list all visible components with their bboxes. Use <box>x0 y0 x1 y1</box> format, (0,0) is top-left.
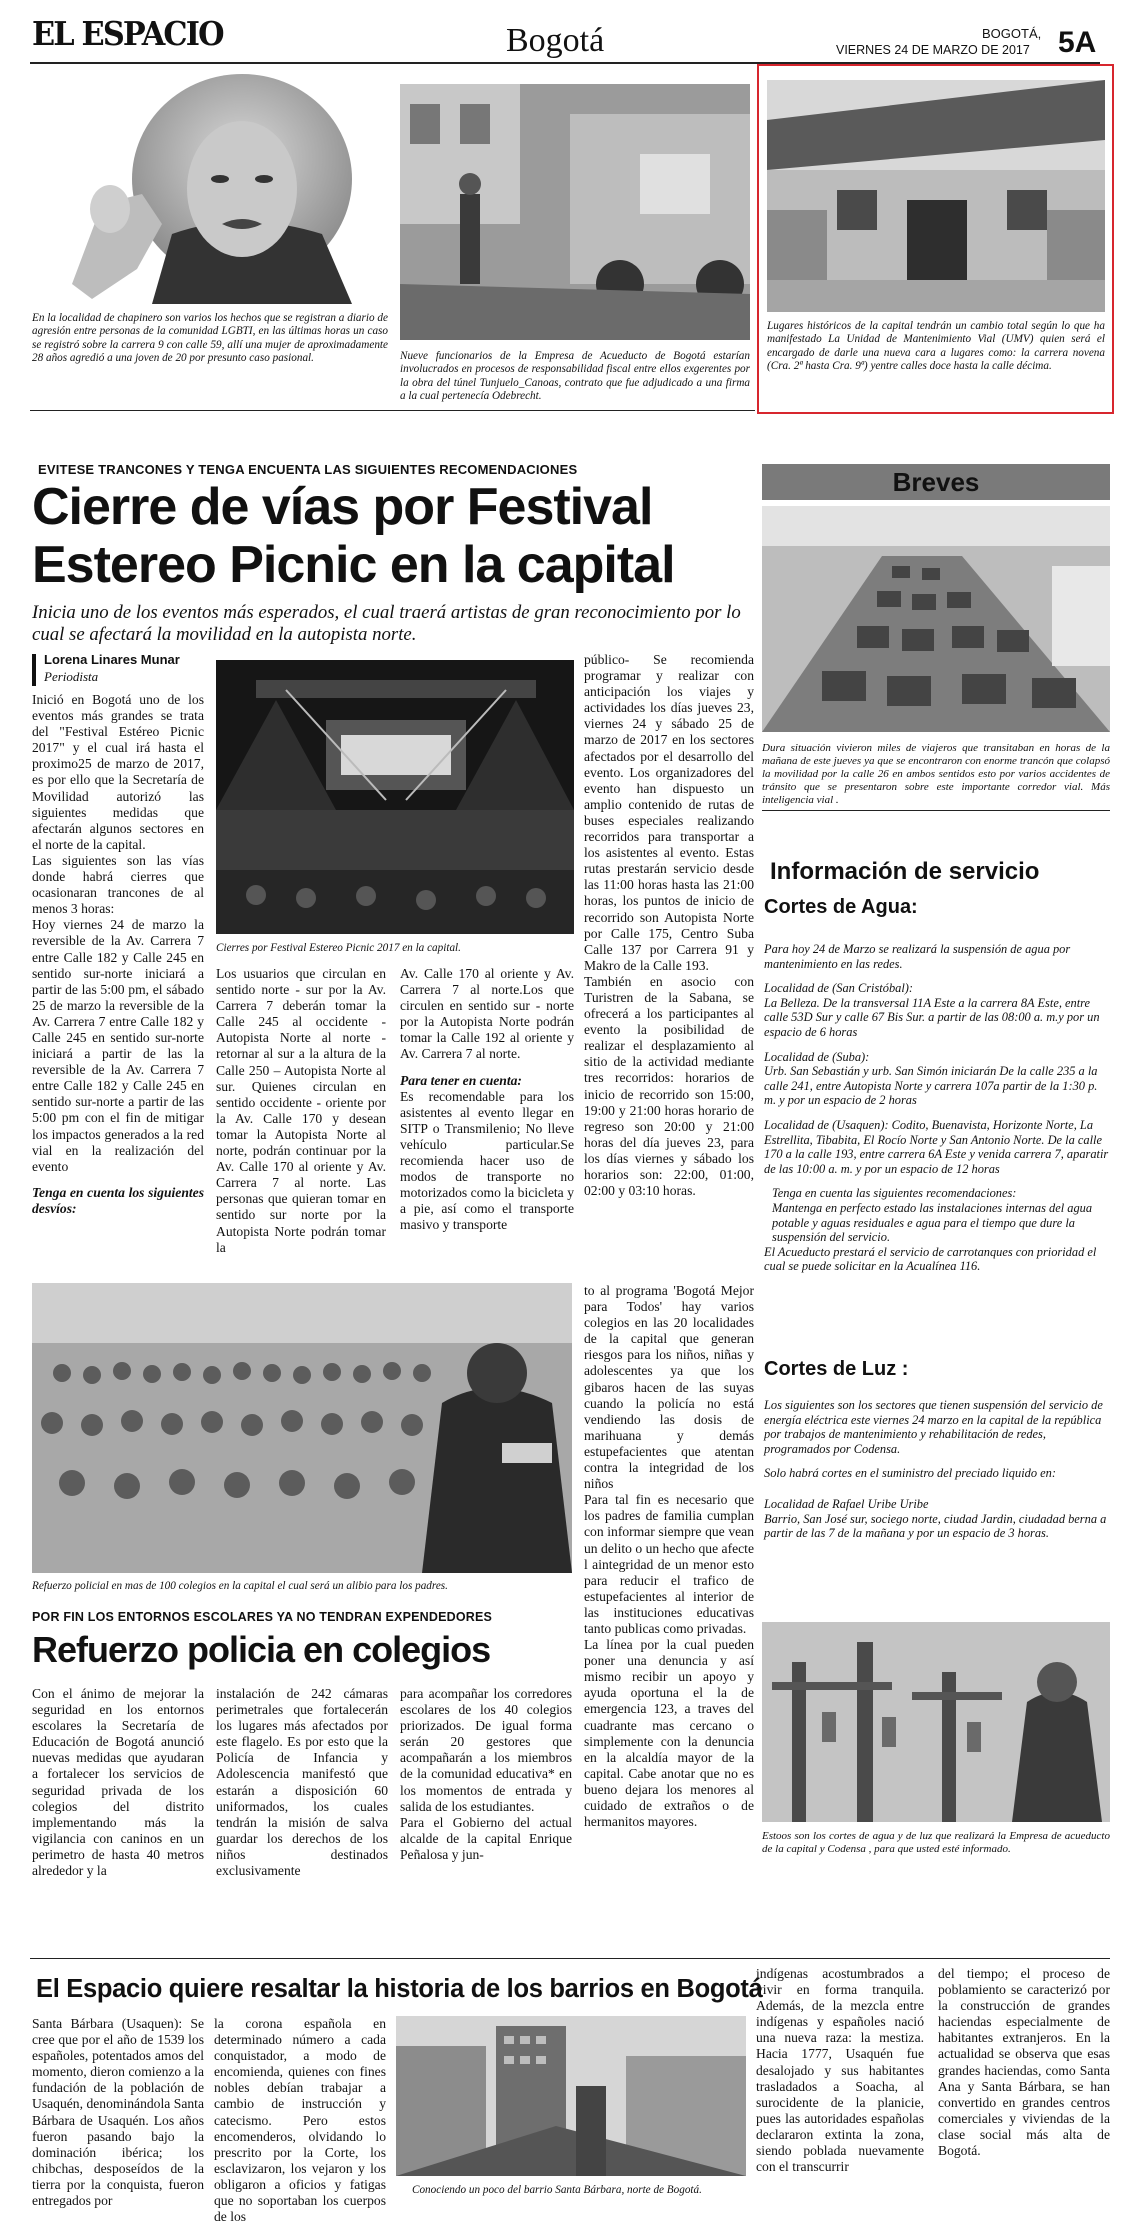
photo-angry-woman <box>32 84 388 304</box>
history-column-1 <box>32 2016 204 2212</box>
caption-acueducto: Nueve funcionarios de la Empresa de Acueducto de Bogotá estarían involucrados en procesos de responsabilidad fiscal entre ellos exgerentes por la obra del túnel Tunjuelo_Canoas, contrato que fue adjudicado a una firma a la cual pertenecía Odebrecht. <box>400 350 750 403</box>
school-headline: Refuerzo policia en colegios <box>32 1629 491 1670</box>
agua-recomendacion-2: El Acueducto prestará el servicio de carrotanques con prioridad el cual se puede solicitar en la Acualínea 116. <box>764 1244 1097 1274</box>
main-headline-line1: Cierre de vías por Festival <box>32 478 653 536</box>
main-column-3 <box>400 966 574 1272</box>
school-col3-p2: Para el Gobierno del actual alcalde de la capital Enrique Peñalosa y jun- <box>400 1814 572 1862</box>
photo-historic-building <box>767 80 1105 312</box>
history-column-4 <box>938 1966 1110 2212</box>
history-column-2 <box>214 2016 386 2225</box>
photo-traffic-jam <box>762 506 1110 732</box>
school-col4-p3: La línea por la cual pueden poner una denuncia y así mismo recibir un apoyo y ayuda oportuna el la de emergencia 123, a traves del cuadrante mas cercano o simplemente con la denuncia en la alcaldía mayor de la capital. Cabe anotar que no es bueno dejara los menores al cuidado de extraños o de hermanitos mayores. <box>584 1637 754 1830</box>
school-col4-p2: Para tal fin es necesario que los padres de familia cumplan con informar siempre que vean un delito o un hecho que afecte l aintegridad de un menor esto para reducir el trafico de estupefacientes al interior de las instituciones educativas tanto publicas como privadas. <box>584 1492 754 1636</box>
section-title: Bogotá <box>506 22 605 59</box>
caption-festival: Cierres por Festival Estereo Picnic 2017 en la capital. <box>216 942 461 954</box>
agua-block <box>764 942 1110 1284</box>
agua-san-cristobal: Localidad de (San Cristóbal): <box>764 981 914 996</box>
caption-traffic: Dura situación vivieron miles de viajeros que transitaban en horas de la mañana de este jueves ya que se encontraron con enorme trancón que colapsó la movilidad por la calle 26 en ambos sentidos esto por varios accidentes de tránsito que se presentaron sobre este importante corredor vial. Más inteligencia vial . <box>762 742 1110 806</box>
main-col1-p3: Hoy viernes 24 de marzo la reversible de la Av. Carrera 7 entre Calle 182 y Calle 245 en sentido sur-norte iniciará a partir de las 5:00 pm, el sábado 25 de marzo la reversible de la Av. Carrera 7 entre Calle 182 y Calle 245 en sentido sur-norte iniciará a partir de las la reversible de la Av. Carrera 7 entre Calle 182 y Calle 245 en sentido sur-norte a partir de las 5:00 pm con el fin de mitigar los impactos generados a la red vial en la realización del evento <box>32 917 204 1174</box>
school-kicker: POR FIN LOS ENTORNOS ESCOLARES YA NO TENDRAN EXPENDEDORES <box>32 1610 493 1624</box>
history-column-3 <box>756 1966 924 2212</box>
main-headline-line2: Estereo Picnic en la capital <box>32 536 675 594</box>
caption-santa-barbara: Conociendo un poco del barrio Santa Bárbara, norte de Bogotá. <box>412 2184 702 2196</box>
main-col4-p2: También en asocio con Turistren de la Sabana, se ofrecerá a los participantes al evento la posibilidad de realizar el desplazamiento al sitio de la actividad mediante tres recorridos: horarios de inicio de recorrido son 15:00, 19:00 y 21:00 horas horario de regreso son 20:00 y 21:00 horas del día jueves 23, para los días viernes y sábado los horarios son: 22:00, 01:00, 02:00 y 03:10 horas. <box>584 973 754 1199</box>
main-col1-p2: Las siguientes son las vías donde habrá cierres que ocasionaran trancones de al menos 3 horas: <box>32 852 204 917</box>
school-column-2 <box>216 1686 388 1946</box>
school-col3-p1: para acompañar los corredores escolares de los 40 colegios priorizados. De igual forma serán 20 gestores que acompañarán a los miembros de la comunidad educativa* en los momentos de entrada y salida de los estudiantes. <box>400 1686 572 1814</box>
main-col2-p1: Los usuarios que circulan en sentido norte - sur por la Av. Carrera 7 deberán tomar la Calle 245 al occidente - Autopista Norte al norte - retornar al sur a la altura de la Calle 250 – Autopista Norte al sur. Quienes circulan en sentido occidente - oriente por la Av. Calle 170 y desean tomar la Autopista Norte al norte, podrán continuar por la Av. Calle 170 al oriente y Av. Carrera 7 al norte. Las personas que quieran tomar en sentido sur norte por la Autopista Norte podrán tomar la <box>216 966 386 1255</box>
caption-umv: Lugares históricos de la capital tendrán un cambio total según lo que ha manifestado La Unidad de Mantenimiento Vial (UMV) quien será el encargado de darle una nueva cara a lugares como: la carrera novena (Cra. 2ª hasta Cra. 9ª) yentre calles doce hasta la calle décima. <box>767 320 1105 373</box>
school-column-3 <box>400 1686 572 1946</box>
masthead-date: VIERNES 24 DE MARZO DE 2017 <box>836 43 1030 57</box>
history-col1-p1: Santa Bárbara (Usaquen): Se cree que por el año de 1539 los españoles, potentados amos del momento, dieron comienzo a la fundación de la población de Usaquén, denominándola Santa Bárbara de Usaquén. Los años fueron pasando bajo la dominación ibérica; los chibchas, desposeídos de la tierra por la conquista, fueron entregados por <box>32 2016 204 2209</box>
history-headline: El Espacio quiere resaltar la historia de los barrios en Bogotá <box>36 1975 763 2003</box>
luz-title: Cortes de Luz : <box>764 1358 909 1380</box>
main-col4-p1: público- Se recomienda programar y realizar con anticipación los viajes y actividades los días jueves 23, viernes 24 y sábado 25 de marzo de 2017 en los sectores afectados por el desarrollo del evento. Los organizadores del evento han dispuesto un amplio contenido de rutas de buses especiales realizando recorridos para transportar a los asistentes al evento. Estas rutas prestarán servicio desde las 11:00 horas hasta las 21:00 horas, los puntos de inicio de recorrido son Autopista Norte por Calle 175, Centro Suba Calle 137 por Carrera 91 y Makro de la Calle 193. <box>584 652 754 973</box>
byline-author: Lorena Linares Munar <box>44 652 180 667</box>
masthead-city: BOGOTÁ, <box>982 26 1042 41</box>
servicio-title: Información de servicio <box>770 858 1040 885</box>
caption-electric: Estoos son los cortes de agua y de luz que realizará la Empresa de acueducto de la capital y Codensa , para que usted esté informado. <box>762 1830 1110 1855</box>
agua-usaquen: Localidad de (Usaquen): Codito, Buenavista, Horizonte Norte, La Estrellita, Tibabita, El Rocío Norte y San Antonio Norte. De la calle 170 a la calle 193, entre carrera 6A Este y venida carrera 7, aparatir de las 10:00 a. m. y por un espacio de 12 horas <box>764 1117 1109 1176</box>
main-column-2 <box>216 966 386 1272</box>
photo-festival-stage <box>216 660 574 934</box>
photo-acueducto-workers <box>400 84 750 340</box>
logo: EL ESPACIO <box>32 14 223 53</box>
main-col1-subhead: Tenga en cuenta los siguientes desvíos: <box>32 1184 204 1216</box>
luz-solo: Solo habrá cortes en el suministro del preciado liquido en: <box>764 1466 1056 1481</box>
main-col3-p2: Es recomendable para los asistentes al evento llegar en SITP o Transmilenio; No lleve vehículo particular.Se recomienda hacer uso de modos de transporte no motorizados como la bicicleta y a pie, así como el transporte masivo y transporte <box>400 1088 574 1233</box>
history-col3-p1: indígenas acostumbrados a vivir en forma tranquila. Además, de la mezcla entre indígenas y españoles nació una nueva raza: la mestiza. Hacia 1777, Usaquén fue desalojado y sus habitantes trasladados a Soacha, al surocidente de la planicie, pues las autoridades españolas declararon extinta la zona, siendo poblada nuevamente con el transcurrir <box>756 1966 924 2175</box>
agua-title: Cortes de Agua: <box>764 896 918 918</box>
breves-title: Breves <box>892 467 980 497</box>
school-column-1 <box>32 1686 204 1946</box>
luz-intro: Los siguientes son los sectores que tienen suspensión del servicio de energía eléctrica este viernes 24 marzo en la capital de la república por trabajos de mantenimiento y rehabilitación de redes, programados por Codensa. <box>764 1398 1103 1456</box>
main-kicker: EVITESE TRANCONES Y TENGA ENCUENTA LAS SIGUIENTES RECOMENDACIONES <box>38 462 578 477</box>
masthead <box>0 0 1127 66</box>
history-rule <box>30 1958 1110 1959</box>
luz-localidad: Localidad de Rafael Uribe Uribe <box>764 1496 929 1511</box>
main-column-4 <box>584 652 754 1280</box>
history-col4-p1: del tiempo; el proceso de poblamiento se caracterizó por la construcción de grandes haciendas especialmente de habitantes extranjeros. En la actualidad se observa que esas grandes haciendas, como Santa Ana y Santa Bárbara, se han convertido en grandes centros comerciales y viviendas de la clase social más alta de Bogotá. <box>938 1966 1110 2159</box>
top-row-rule <box>30 410 755 411</box>
school-col2-p1: instalación de 242 cámaras perimetrales que fortalecerán los lugares más afectados por este flagelo. Es por esto que la Policía de Infancia y Adolescencia manifestó que estarán a disposición 60 uniformados, los cuales tendrán la misión de salva guardar los derechos de los niños destinados exclusivamente <box>216 1686 388 1879</box>
main-col1-p1: Inició en Bogotá uno de los eventos más grandes se trata del "Festival Estéreo Picnic 2017" y el cual irá hasta el proximo25 de marzo de 2017, es por ello que la Secretaría de Movilidad autorizó las siguientes medidas que afectarán algunos sectores en el norte de la capital. <box>32 692 204 852</box>
agua-intro: Para hoy 24 de Marzo se realizará la suspensión de agua por mantenimiento en las redes. <box>764 942 1071 971</box>
agua-recomendaciones: Tenga en cuenta las siguientes recomendaciones: <box>772 1186 1017 1201</box>
photo-santa-barbara <box>396 2016 746 2176</box>
page-number: 5A <box>1058 26 1097 59</box>
school-column-4 <box>584 1283 754 1951</box>
school-col4-p1: to al programa 'Bogotá Mejor para Todos' hay varios colegios en las 20 localidades de la capital que generan riesgos para los niños, niñas y adolescentes ya que los gibaros hacen de las suyas cuando la policía no está vendiendo las dosis de marihuana y demás estupefacientes que atentan contra la integridad de los niños <box>584 1283 754 1492</box>
byline-bar <box>32 654 36 686</box>
photo-electric-workers <box>762 1622 1110 1822</box>
caption-school: Refuerzo policial en mas de 100 colegios en la capital el cual será un alibio para los padres. <box>32 1580 448 1592</box>
agua-recomendacion-1: Mantenga en perfecto estado las instalaciones internas del agua potable y aguas residuales e agua para el tiempo que dure la suspensión del servicio. <box>772 1200 1093 1245</box>
agua-suba: Localidad de (Suba): <box>764 1049 870 1064</box>
photo-school-assembly <box>32 1283 572 1573</box>
main-col3-p1: Av. Calle 170 al oriente y Av. Carrera 7 al norte.Los que circulen en sentido sur - norte por la Autopista Norte podrán tomar la Calle 192 al oriente y Av. Carrera 7 al norte. <box>400 966 574 1062</box>
school-col1-p1: Con el ánimo de mejorar la seguridad en los entornos escolares la Secretaría de Educación de Bogotá anunció nuevas medidas que ayudaran a fortalecer los servicios de seguridad privada de los colegios del distrito implementando más la vigilancia con caninos en un perimetro de hasta 40 metros alrededor y la <box>32 1686 204 1879</box>
luz-block <box>764 1398 1110 1551</box>
agua-suba-detail: Urb. San Sebastián y urb. San Simón iniciarán De la calle 235 a la calle 241, entre Autopista Norte y carrera 107a partir de la 1:30 p. m. y por un espacio de 2 horas <box>764 1064 1098 1108</box>
byline-role: Periodista <box>44 669 99 684</box>
breves-rule <box>762 810 1110 811</box>
luz-detail: Barrio, San José sur, sociego norte, ciudad Jardin, ciudadad berna a partir de las 7 de la mañana y por un espacio de 3 horas. <box>764 1511 1107 1541</box>
main-deck: Inicia uno de los eventos más esperados, el cual traerá artistas de gran reconocimiento por lo cual se afectará la movilidad en la autopista norte. <box>32 602 741 645</box>
agua-san-cristobal-detail: La Belleza. De la transversal 11A Este a la carrera 8A Este, entre calle 53D Sur y calle 67 Bis Sur. a partir de las 08:00 a. m.y por un espacio de 6 horas <box>764 995 1100 1039</box>
main-col3-subhead: Para tener en cuenta: <box>400 1072 522 1088</box>
caption-lgbti: En la localidad de chapinero son varios los hechos que se registran a diario de agresión entre personas de la comunidad LGBTI, en las últimas horas un caso se registró sobre la carrera 9 con calle 59, allí una mujer de aproximadamente 28 años agredió a una joven de 20 por presunto caso pasional. <box>32 312 388 365</box>
history-col2-p1: la corona española en determinado número a cada conquistador, a modo de encomienda, quienes con fines nobles debían trabajar a cambio de instrucción y catecismo. Pero estos encomenderos, olvidando lo prescrito por la Corte, los esclavizaron, los vejaron y los obligaron a oficios y fatigas que no soportaban los cuerpos de los <box>214 2016 386 2225</box>
main-column-1 <box>32 692 204 1277</box>
